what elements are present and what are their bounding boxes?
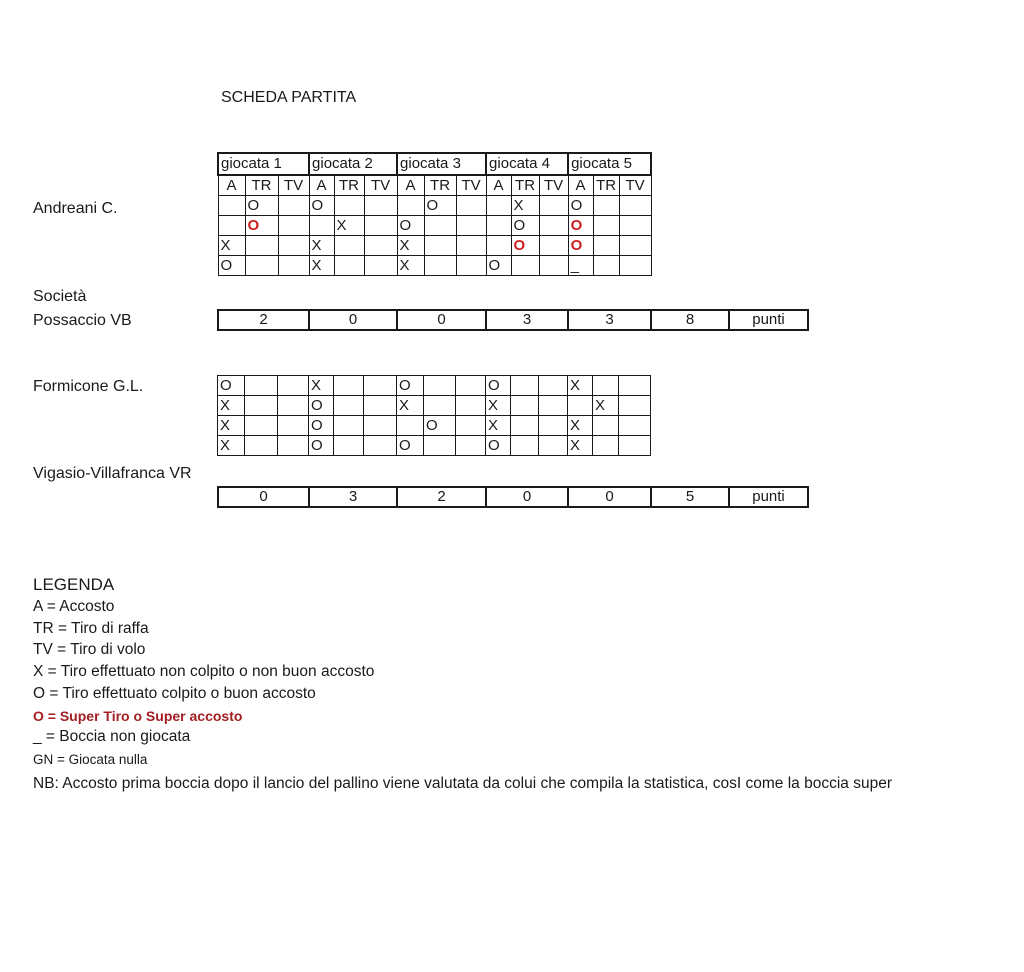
shot-cell <box>424 256 456 276</box>
shot-type: TV <box>278 175 309 196</box>
shot-cell <box>593 416 619 436</box>
shot-cell: O <box>309 396 334 416</box>
shot-cell: O <box>309 196 334 216</box>
shot-row <box>218 436 651 456</box>
play-score: 0 <box>486 487 568 507</box>
shot-cell <box>486 216 511 236</box>
player1-score-bar <box>217 309 809 331</box>
shot-type: TV <box>364 175 397 196</box>
shot-cell <box>334 236 364 256</box>
shot-type-row <box>218 175 651 196</box>
shot-cell: X <box>309 256 334 276</box>
shot-cell: O <box>424 196 456 216</box>
shot-cell: X <box>218 416 245 436</box>
shot-cell <box>364 236 397 256</box>
shot-cell <box>593 236 619 256</box>
shot-cell <box>245 376 278 396</box>
shot-cell: X <box>309 376 334 396</box>
shot-cell <box>245 236 278 256</box>
shot-cell <box>456 196 486 216</box>
shot-row <box>218 416 651 436</box>
shot-cell <box>568 396 593 416</box>
points-label: punti <box>729 487 808 507</box>
points-label: punti <box>729 310 808 330</box>
player2-team: Vigasio-Villafranca VR <box>33 465 192 482</box>
player1-name: Andreani C. <box>33 200 118 217</box>
total-score: 5 <box>651 487 729 507</box>
shot-cell <box>245 416 278 436</box>
shot-cell <box>539 256 568 276</box>
shot-cell: X <box>218 436 245 456</box>
shot-row <box>218 196 651 216</box>
shot-cell <box>539 376 568 396</box>
shot-cell <box>245 436 278 456</box>
shot-cell <box>619 416 651 436</box>
shot-type: TR <box>245 175 278 196</box>
shot-cell <box>424 236 456 256</box>
shot-cell: X <box>397 236 424 256</box>
shot-type: A <box>397 175 424 196</box>
shot-cell: X <box>593 396 619 416</box>
play-score: 3 <box>486 310 568 330</box>
shot-cell: X <box>568 436 593 456</box>
shot-cell: O <box>218 256 245 276</box>
shot-cell <box>424 376 456 396</box>
shot-cell <box>397 196 424 216</box>
shot-type: TV <box>539 175 568 196</box>
shot-cell <box>278 196 309 216</box>
shot-cell: X <box>486 396 511 416</box>
shot-type: TR <box>334 175 364 196</box>
shot-cell: O <box>424 416 456 436</box>
legend-item: TR = Tiro di raffa <box>33 620 149 637</box>
player2-name: Formicone G.L. <box>33 378 144 395</box>
shot-cell: X <box>218 396 245 416</box>
shot-cell <box>334 256 364 276</box>
shot-cell <box>539 396 568 416</box>
shot-row <box>218 256 651 276</box>
shot-cell: O <box>568 196 593 216</box>
shot-cell <box>456 236 486 256</box>
shot-cell: _ <box>568 256 593 276</box>
shot-cell <box>278 436 309 456</box>
shot-cell <box>424 216 456 236</box>
shot-cell <box>334 376 364 396</box>
shot-cell <box>278 396 309 416</box>
shot-cell <box>619 396 651 416</box>
shot-cell: O <box>511 216 539 236</box>
player1-team: Possaccio VB <box>33 312 132 329</box>
shot-cell-super: O <box>245 216 278 236</box>
shot-cell: X <box>397 396 424 416</box>
shot-cell: X <box>397 256 424 276</box>
shot-cell <box>456 216 486 236</box>
shot-cell <box>593 196 619 216</box>
shot-cell <box>364 196 397 216</box>
legend-item: GN = Giocata nulla <box>33 752 148 767</box>
shot-cell <box>424 436 456 456</box>
legend-item: X = Tiro effettuato non colpito o non buon accosto <box>33 663 375 680</box>
shot-cell: O <box>309 436 334 456</box>
play-score: 0 <box>218 487 309 507</box>
shot-row <box>218 236 651 256</box>
shot-cell: O <box>486 256 511 276</box>
play-score: 2 <box>397 487 486 507</box>
shot-cell <box>593 256 619 276</box>
shot-cell-super: O <box>568 236 593 256</box>
shot-cell <box>619 216 651 236</box>
shot-cell <box>456 256 486 276</box>
play-score: 0 <box>568 487 651 507</box>
play-header: giocata 1 <box>218 153 309 175</box>
legend-item: _ = Boccia non giocata <box>33 728 191 745</box>
play-score: 3 <box>568 310 651 330</box>
shot-cell <box>309 216 334 236</box>
shot-cell: X <box>568 376 593 396</box>
shot-cell <box>511 376 539 396</box>
shot-cell <box>334 396 364 416</box>
player2-score-bar <box>217 486 809 508</box>
shot-cell <box>456 376 486 396</box>
shot-cell <box>364 216 397 236</box>
shot-cell <box>278 416 309 436</box>
shot-cell <box>456 436 486 456</box>
shot-cell <box>218 196 245 216</box>
shot-cell <box>364 416 397 436</box>
play-score: 2 <box>218 310 309 330</box>
play-header: giocata 2 <box>309 153 397 175</box>
shot-cell <box>424 396 456 416</box>
player1-team-label: Società <box>33 288 87 305</box>
shot-cell <box>364 256 397 276</box>
shot-cell: O <box>397 376 424 396</box>
play-header: giocata 5 <box>568 153 651 175</box>
legend-item: TV = Tiro di volo <box>33 641 146 658</box>
shot-cell <box>539 436 568 456</box>
shot-cell: X <box>309 236 334 256</box>
shot-row <box>218 216 651 236</box>
shot-cell <box>539 236 568 256</box>
shot-row <box>218 376 651 396</box>
legend-note: NB: Accosto prima boccia dopo il lancio del pallino viene valutata da colui che compila la statistica, cosI come la boccia super <box>33 775 892 792</box>
shot-cell: O <box>397 436 424 456</box>
shot-cell <box>593 216 619 236</box>
shot-cell: O <box>486 376 511 396</box>
play-score: 0 <box>309 310 397 330</box>
shot-cell: X <box>334 216 364 236</box>
shot-cell <box>278 256 309 276</box>
shot-cell <box>456 396 486 416</box>
shot-type: TV <box>619 175 651 196</box>
shot-type: TR <box>424 175 456 196</box>
player2-shot-grid <box>217 375 651 456</box>
legend-item: O = Tiro effettuato colpito o buon accosto <box>33 685 316 702</box>
shot-cell <box>539 196 568 216</box>
total-score: 8 <box>651 310 729 330</box>
shot-type: A <box>309 175 334 196</box>
shot-cell <box>334 436 364 456</box>
play-header-row <box>218 153 651 175</box>
shot-cell <box>511 416 539 436</box>
shot-cell <box>364 436 397 456</box>
shot-cell <box>334 196 364 216</box>
shot-cell <box>364 396 397 416</box>
play-header: giocata 3 <box>397 153 486 175</box>
shot-cell <box>278 376 309 396</box>
legend-title: LEGENDA <box>33 575 115 594</box>
shot-cell <box>619 236 651 256</box>
shot-cell <box>619 256 651 276</box>
shot-cell <box>539 416 568 436</box>
shot-cell <box>245 256 278 276</box>
shot-cell: X <box>486 416 511 436</box>
shot-cell <box>334 416 364 436</box>
shot-cell: O <box>486 436 511 456</box>
shot-type: TR <box>593 175 619 196</box>
shot-cell <box>539 216 568 236</box>
shot-type: A <box>486 175 511 196</box>
shot-type: TV <box>456 175 486 196</box>
play-score: 3 <box>309 487 397 507</box>
shot-cell <box>364 376 397 396</box>
shot-cell-super: O <box>511 236 539 256</box>
shot-cell: X <box>511 196 539 216</box>
shot-cell <box>486 236 511 256</box>
shot-cell: X <box>568 416 593 436</box>
legend-item: A = Accosto <box>33 598 115 615</box>
shot-cell <box>486 196 511 216</box>
shot-cell <box>278 236 309 256</box>
shot-cell <box>218 216 245 236</box>
shot-cell <box>619 376 651 396</box>
shot-cell <box>511 256 539 276</box>
play-score: 0 <box>397 310 486 330</box>
shot-cell: O <box>245 196 278 216</box>
shot-type: TR <box>511 175 539 196</box>
shot-cell <box>456 416 486 436</box>
player1-shot-grid <box>217 152 652 276</box>
shot-type: A <box>568 175 593 196</box>
shot-row <box>218 396 651 416</box>
shot-cell <box>397 416 424 436</box>
shot-cell <box>619 196 651 216</box>
shot-type: A <box>218 175 245 196</box>
shot-cell <box>511 396 539 416</box>
shot-cell <box>593 436 619 456</box>
shot-cell <box>593 376 619 396</box>
shot-cell-super: O <box>568 216 593 236</box>
shot-cell <box>245 396 278 416</box>
page-title: SCHEDA PARTITA <box>221 89 357 106</box>
shot-cell: O <box>397 216 424 236</box>
shot-cell <box>278 216 309 236</box>
shot-cell <box>619 436 651 456</box>
shot-cell <box>511 436 539 456</box>
play-header: giocata 4 <box>486 153 568 175</box>
legend-item-super: O = Super Tiro o Super accosto <box>33 708 243 724</box>
shot-cell: O <box>218 376 245 396</box>
shot-cell: O <box>309 416 334 436</box>
shot-cell: X <box>218 236 245 256</box>
